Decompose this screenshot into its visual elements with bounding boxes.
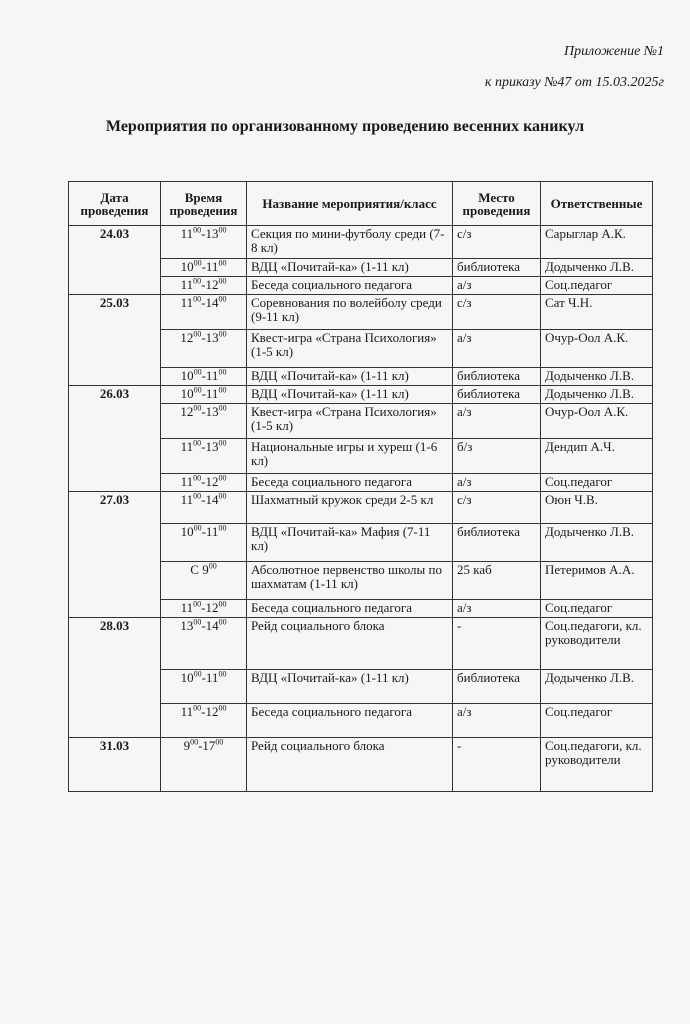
event-name-cell: Абсолютное первенство школы по шахматам (1-11 кл) [247,562,453,600]
table-row [69,492,653,524]
responsible-cell: Соц.педагог [541,474,653,492]
event-name-cell: Беседа социального педагога [247,600,453,618]
responsible-cell: Очур-Оол А.К. [541,404,653,439]
time-cell: $11^{00}-12^{00}$ [161,474,247,492]
time-cell: $10^{00}-11^{00}$ [161,386,247,404]
place-cell: библиотека [453,259,541,277]
time-cell: $10^{00}-11^{00}$ [161,259,247,277]
time-cell: $11^{00}-14^{00}$ [161,295,247,330]
place-cell: б/з [453,439,541,474]
table-header-row [69,182,653,226]
responsible-cell: Соц.педагог [541,277,653,295]
responsible-cell: Соц.педагог [541,704,653,738]
time-cell: $11^{00}-14^{00}$ [161,492,247,524]
time-cell: $12^{00}-13^{00}$ [161,404,247,439]
order-reference: к приказу №47 от 15.03.2025г [484,75,664,90]
event-name-cell: Шахматный кружок среди 2-5 кл [247,492,453,524]
responsible-cell: Додыченко Л.В. [541,259,653,277]
time-cell: $11^{00}-13^{00}$ [161,439,247,474]
event-name-cell: ВДЦ «Почитай-ка» (1-11 кл) [247,259,453,277]
event-name-cell: ВДЦ «Почитай-ка» (1-11 кл) [247,368,453,386]
responsible-cell: Сарыглар А.К. [541,226,653,259]
time-cell: $13^{00}-14^{00}$ [161,618,247,670]
table-row [69,618,653,670]
place-cell: библиотека [453,386,541,404]
date-cell: 25.03 [69,295,161,386]
time-cell: $10^{00}-11^{00}$ [161,524,247,562]
responsible-cell: Соц.педагог [541,600,653,618]
time-cell: $12^{00}-13^{00}$ [161,330,247,368]
place-cell: с/з [453,492,541,524]
table-row [69,295,653,330]
place-cell: а/з [453,330,541,368]
document-title: Мероприятия по организованному проведению весенних каникул [105,118,585,135]
appendix-label: Приложение №1 [564,44,664,59]
event-name-cell: Рейд социального блока [247,738,453,792]
place-cell: а/з [453,704,541,738]
event-name-cell: Беседа социального педагога [247,474,453,492]
responsible-cell: Додыченко Л.В. [541,386,653,404]
place-cell: 25 каб [453,562,541,600]
event-name-cell: Квест-игра «Страна Психология» (1-5 кл) [247,404,453,439]
column-header-time: Время проведения [161,182,247,226]
event-name-cell: Секция по мини-футболу среди (7-8 кл) [247,226,453,259]
event-name-cell: ВДЦ «Почитай-ка» (1-11 кл) [247,670,453,704]
column-header-responsible: Ответственные [541,182,653,226]
column-header-event: Название мероприятия/класс [247,182,453,226]
responsible-cell: Додыченко Л.В. [541,368,653,386]
time-cell: $10^{00}-11^{00}$ [161,368,247,386]
column-header-place: Место проведения [453,182,541,226]
time-cell: С $9^{00}$ [161,562,247,600]
date-cell: 27.03 [69,492,161,618]
event-name-cell: Соревнования по волейболу среди (9-11 кл) [247,295,453,330]
event-name-cell: ВДЦ «Почитай-ка» (1-11 кл) [247,386,453,404]
responsible-cell: Сат Ч.Н. [541,295,653,330]
responsible-cell: Оюн Ч.В. [541,492,653,524]
time-cell: $10^{00}-11^{00}$ [161,670,247,704]
table-row [69,738,653,792]
time-cell: $9^{00}-17^{00}$ [161,738,247,792]
responsible-cell: Очур-Оол А.К. [541,330,653,368]
time-cell: $11^{00}-12^{00}$ [161,277,247,295]
event-name-cell: Рейд социального блока [247,618,453,670]
place-cell: - [453,738,541,792]
time-cell: $11^{00}-13^{00}$ [161,226,247,259]
place-cell: с/з [453,295,541,330]
date-cell: 31.03 [69,738,161,792]
responsible-cell: Додыченко Л.В. [541,524,653,562]
place-cell: библиотека [453,524,541,562]
place-cell: - [453,618,541,670]
place-cell: библиотека [453,670,541,704]
event-name-cell: Беседа социального педагога [247,704,453,738]
event-name-cell: Квест-игра «Страна Психология» (1-5 кл) [247,330,453,368]
date-cell: 28.03 [69,618,161,738]
table-row [69,226,653,259]
table-row [69,386,653,404]
time-cell: $11^{00}-12^{00}$ [161,600,247,618]
column-header-date: Дата проведения [69,182,161,226]
time-cell: $11^{00}-12^{00}$ [161,704,247,738]
event-name-cell: ВДЦ «Почитай-ка» Мафия (7-11 кл) [247,524,453,562]
responsible-cell: Соц.педагоги, кл. руководители [541,738,653,792]
place-cell: а/з [453,277,541,295]
place-cell: библиотека [453,368,541,386]
responsible-cell: Петеримов А.А. [541,562,653,600]
place-cell: с/з [453,226,541,259]
event-name-cell: Национальные игры и хуреш (1-6 кл) [247,439,453,474]
place-cell: а/з [453,474,541,492]
place-cell: а/з [453,600,541,618]
responsible-cell: Дендип А.Ч. [541,439,653,474]
responsible-cell: Додыченко Л.В. [541,670,653,704]
event-name-cell: Беседа социального педагога [247,277,453,295]
events-table [68,181,653,792]
responsible-cell: Соц.педагоги, кл. руководители [541,618,653,670]
date-cell: 26.03 [69,386,161,492]
place-cell: а/з [453,404,541,439]
date-cell: 24.03 [69,226,161,295]
